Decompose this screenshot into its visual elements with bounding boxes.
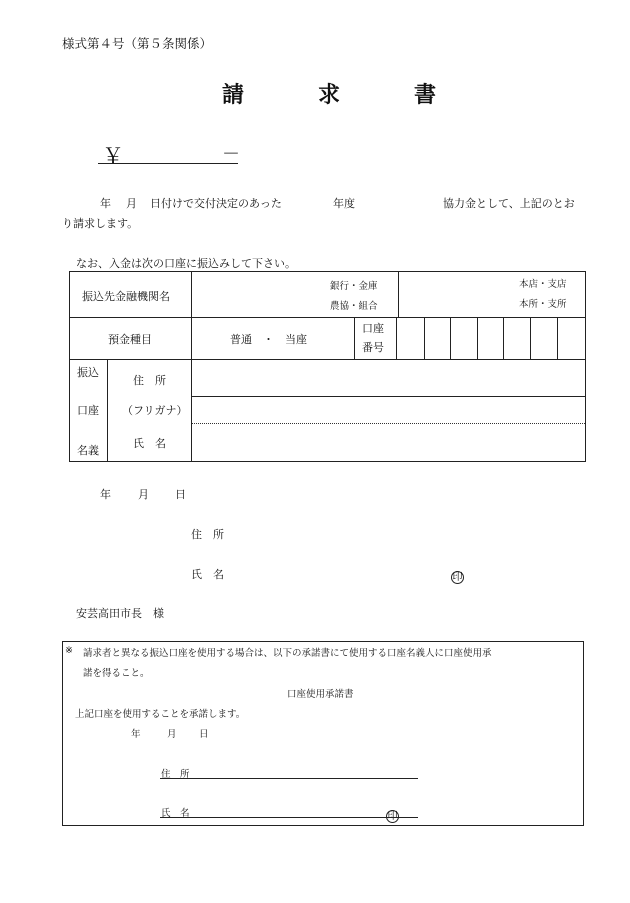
amount-dash[interactable]: － — [222, 144, 240, 165]
bank-name-label: 振込先金融機関名 — [82, 290, 170, 303]
sign-date-month: 月 — [138, 488, 149, 501]
bank-type-2: 農協・組合 — [330, 301, 378, 312]
note-mark: ※ — [65, 645, 73, 656]
sign-date-day: 日 — [175, 488, 186, 501]
consent-note-line1: 請求者と異なる振込口座を使用する場合は、以下の承諾書にて使用する口座名義人に口座使用承 — [83, 648, 492, 659]
bank-type-1: 銀行・金庫 — [330, 281, 378, 292]
branch-type-1: 本店・支店 — [519, 279, 567, 290]
consent-name-label: 氏 名 — [161, 808, 190, 819]
amount-underline — [98, 163, 238, 164]
body-month: 月 — [126, 197, 137, 210]
holder-name-label: 氏 名 — [133, 437, 166, 450]
transfer-note: なお、入金は次の口座に振込みして下さい。 — [76, 257, 296, 270]
yen-symbol: ￥ — [102, 145, 125, 170]
consent-date-day: 日 — [199, 729, 209, 740]
sign-name-label: 氏 名 — [191, 568, 224, 581]
seal-mark: 印 — [452, 572, 463, 583]
consent-statement: 上記口座を使用することを承諾します。 — [75, 709, 246, 720]
holder-label-1: 振込 — [77, 366, 99, 379]
consent-date-month: 月 — [167, 729, 177, 740]
consent-seal-mark: 印 — [387, 811, 398, 822]
branch-type-2: 本所・支所 — [519, 299, 567, 310]
consent-title: 口座使用承諾書 — [287, 689, 354, 700]
addressee: 安芸高田市長 様 — [76, 607, 164, 620]
bank-table — [69, 271, 586, 462]
page-title: 請 求 書 — [222, 82, 439, 108]
body-year: 年 — [100, 197, 111, 210]
deposit-options[interactable]: 普通 ・ 当座 — [230, 333, 307, 346]
consent-date-year: 年 — [131, 729, 141, 740]
account-number-label-2: 番号 — [362, 341, 384, 354]
body-fiscal-year: 年度 — [333, 197, 355, 210]
body-request: り請求します。 — [62, 217, 139, 230]
holder-furigana-label: （フリガナ） — [122, 404, 188, 417]
deposit-type-label: 預金種目 — [108, 333, 152, 346]
consent-address-label: 住 所 — [161, 769, 190, 780]
body-decision: 日付けで交付決定のあった — [150, 197, 282, 210]
consent-name-line[interactable] — [160, 817, 418, 818]
consent-address-line[interactable] — [160, 778, 418, 779]
form-number: 様式第４号（第５条関係） — [62, 36, 213, 51]
consent-box — [62, 641, 584, 826]
sign-address-label: 住 所 — [191, 528, 224, 541]
consent-note-line2: 諾を得ること。 — [83, 668, 150, 679]
account-number-label-1: 口座 — [362, 322, 384, 335]
sign-date-year: 年 — [100, 488, 111, 501]
holder-address-label: 住 所 — [133, 374, 166, 387]
holder-label-3: 名義 — [77, 444, 99, 457]
body-purpose: 協力金として、上記のとお — [443, 197, 575, 210]
holder-label-2: 口座 — [77, 404, 99, 417]
